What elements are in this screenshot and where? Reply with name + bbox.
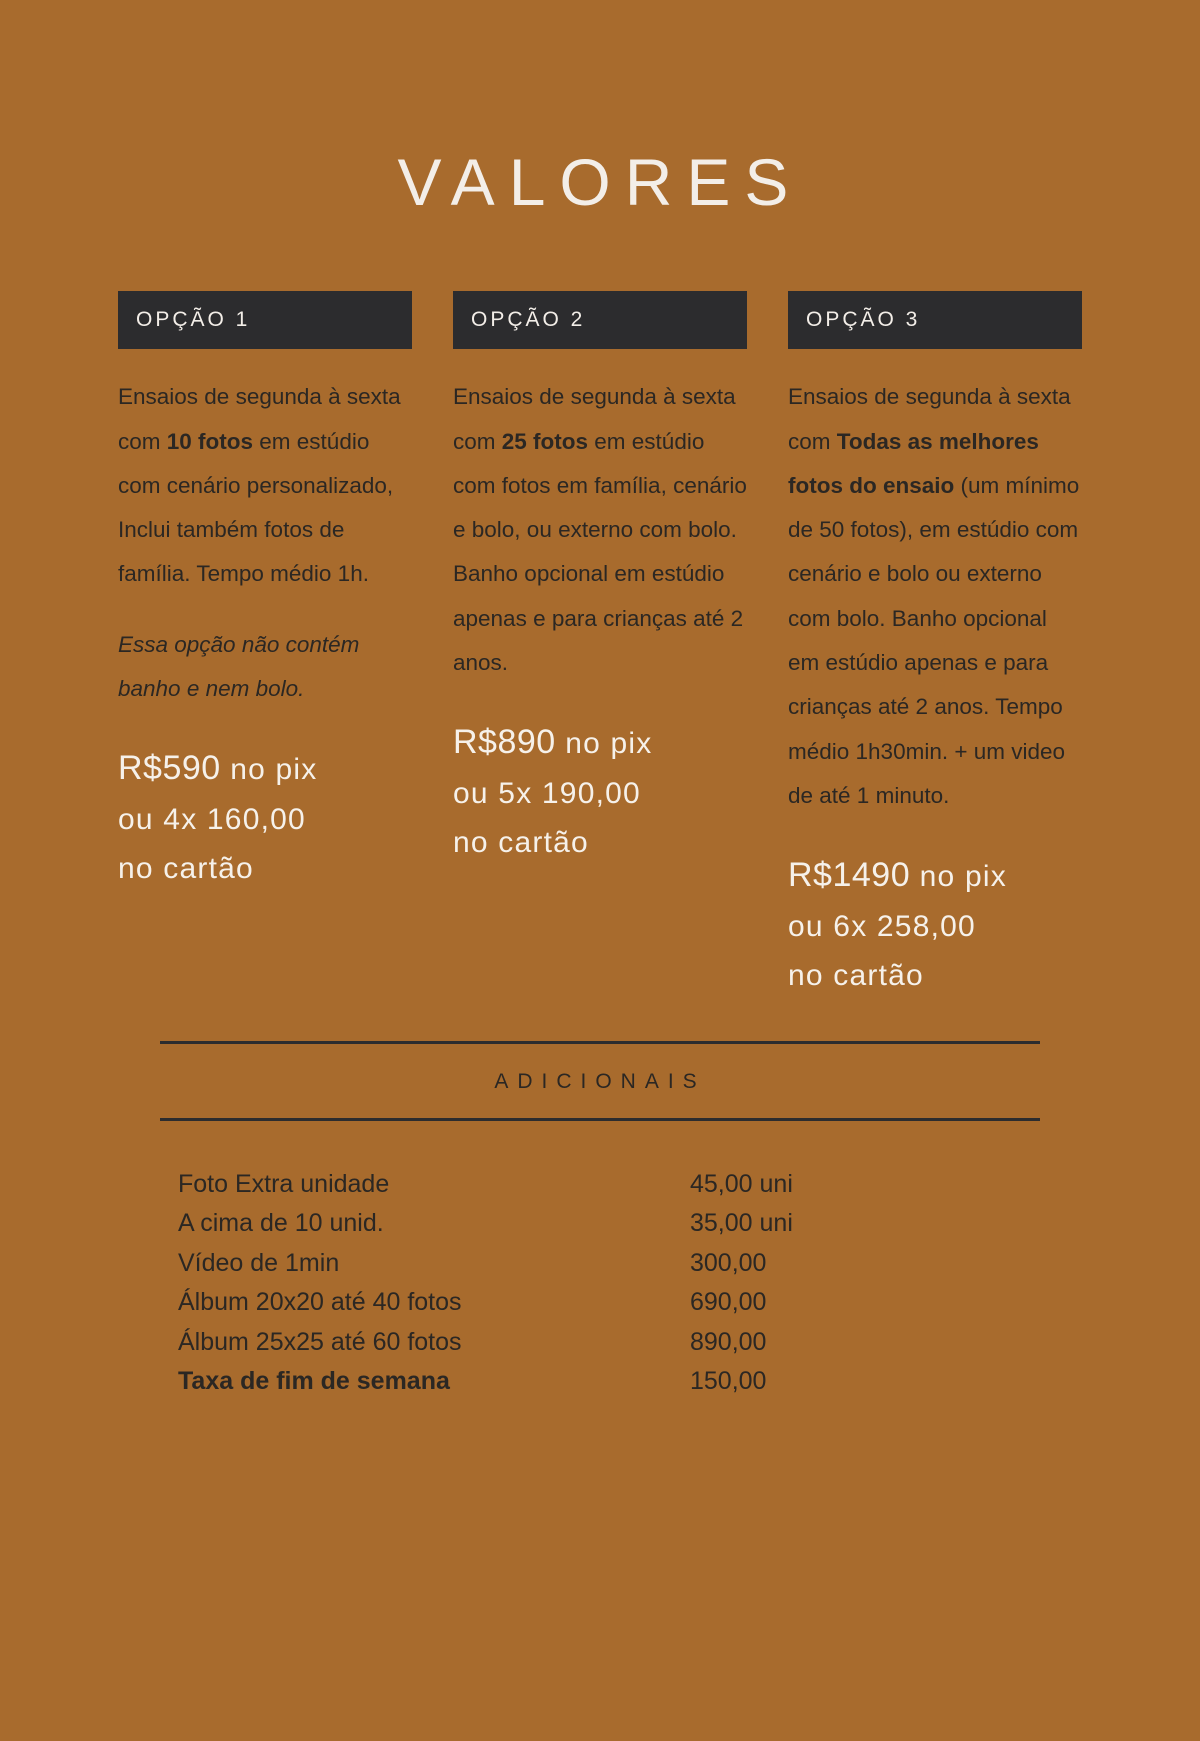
option-1-header: OPÇÃO 1 [118,291,412,349]
option-2-price-suffix: no pix [555,727,653,761]
option-3-price [788,848,1082,1000]
price-sheet-page [0,44,1200,1741]
option-3-description: Ensaios de segunda à sexta com Todas as melhores fotos do ensaio (um mínimo de 50 fotos), em estúdio com cenário e bolo ou externo com bolo. Banho opcional em estúdio apenas e para crianças até 2 anos. Tempo médio 1h30min. + um video de até 1 minuto. [788,384,1080,809]
extras-row [178,1362,1040,1402]
extras-label: Vídeo de 1min [178,1248,340,1277]
option-3-header: OPÇÃO 3 [788,291,1082,349]
extras-value: 35,00 uni [690,1209,793,1238]
extras-section [160,1041,1040,1402]
option-3-price-amount: R$1490 [788,856,911,895]
extras-value: 300,00 [690,1248,767,1277]
extras-row [178,1244,1040,1284]
extras-label: Foto Extra unidade [178,1169,390,1198]
extras-row [178,1165,1040,1205]
option-2-price-installments: ou 5x 190,00 [453,777,641,811]
extras-label: Álbum 25x25 até 60 fotos [178,1327,462,1356]
extras-row [178,1204,1040,1244]
option-card-2 [453,291,747,1000]
option-1-description: Ensaios de segunda à sexta com 10 fotos em estúdio com cenário personalizado, Inclui também fotos de família. Tempo médio 1h. [118,384,401,587]
option-card-1 [118,291,412,1000]
extras-value: 150,00 [690,1367,767,1396]
option-1-price-suffix: no pix [220,753,318,787]
extras-label: Taxa de fim de semana [178,1367,450,1396]
option-1-note: Essa opção não contém banho e nem bolo. [118,631,360,702]
option-3-price-suffix: no pix [910,860,1007,894]
options-container [0,291,1200,1000]
extras-list [160,1165,1040,1402]
option-1-price-method: no cartão [118,852,254,886]
option-2-header: OPÇÃO 2 [453,291,747,349]
extras-value: 890,00 [690,1327,767,1356]
extras-label: A cima de 10 unid. [178,1209,384,1238]
divider-bottom [160,1118,1040,1121]
option-1-price-amount: R$590 [118,749,221,788]
option-card-3 [788,291,1082,1000]
option-2-price-amount: R$890 [453,723,556,762]
extras-value: 690,00 [690,1288,767,1317]
option-3-price-method: no cartão [788,959,924,993]
option-2-price [453,715,747,867]
extras-row [178,1323,1040,1363]
option-1-price-installments: ou 4x 160,00 [118,803,306,837]
extras-title: ADICIONAIS [494,1069,706,1093]
extras-label: Álbum 20x20 até 40 fotos [178,1288,462,1317]
extras-value: 45,00 uni [690,1169,793,1198]
option-3-price-installments: ou 6x 258,00 [788,910,976,944]
option-1-price [118,741,412,893]
extras-row [178,1283,1040,1323]
option-2-description: Ensaios de segunda à sexta com 25 fotos em estúdio com fotos em família, cenário e bolo, ou externo com bolo. Banho opcional em estúdio apenas e para crianças até 2 anos. [453,384,747,676]
option-2-price-method: no cartão [453,826,589,860]
page-title: VALORES [397,145,803,220]
